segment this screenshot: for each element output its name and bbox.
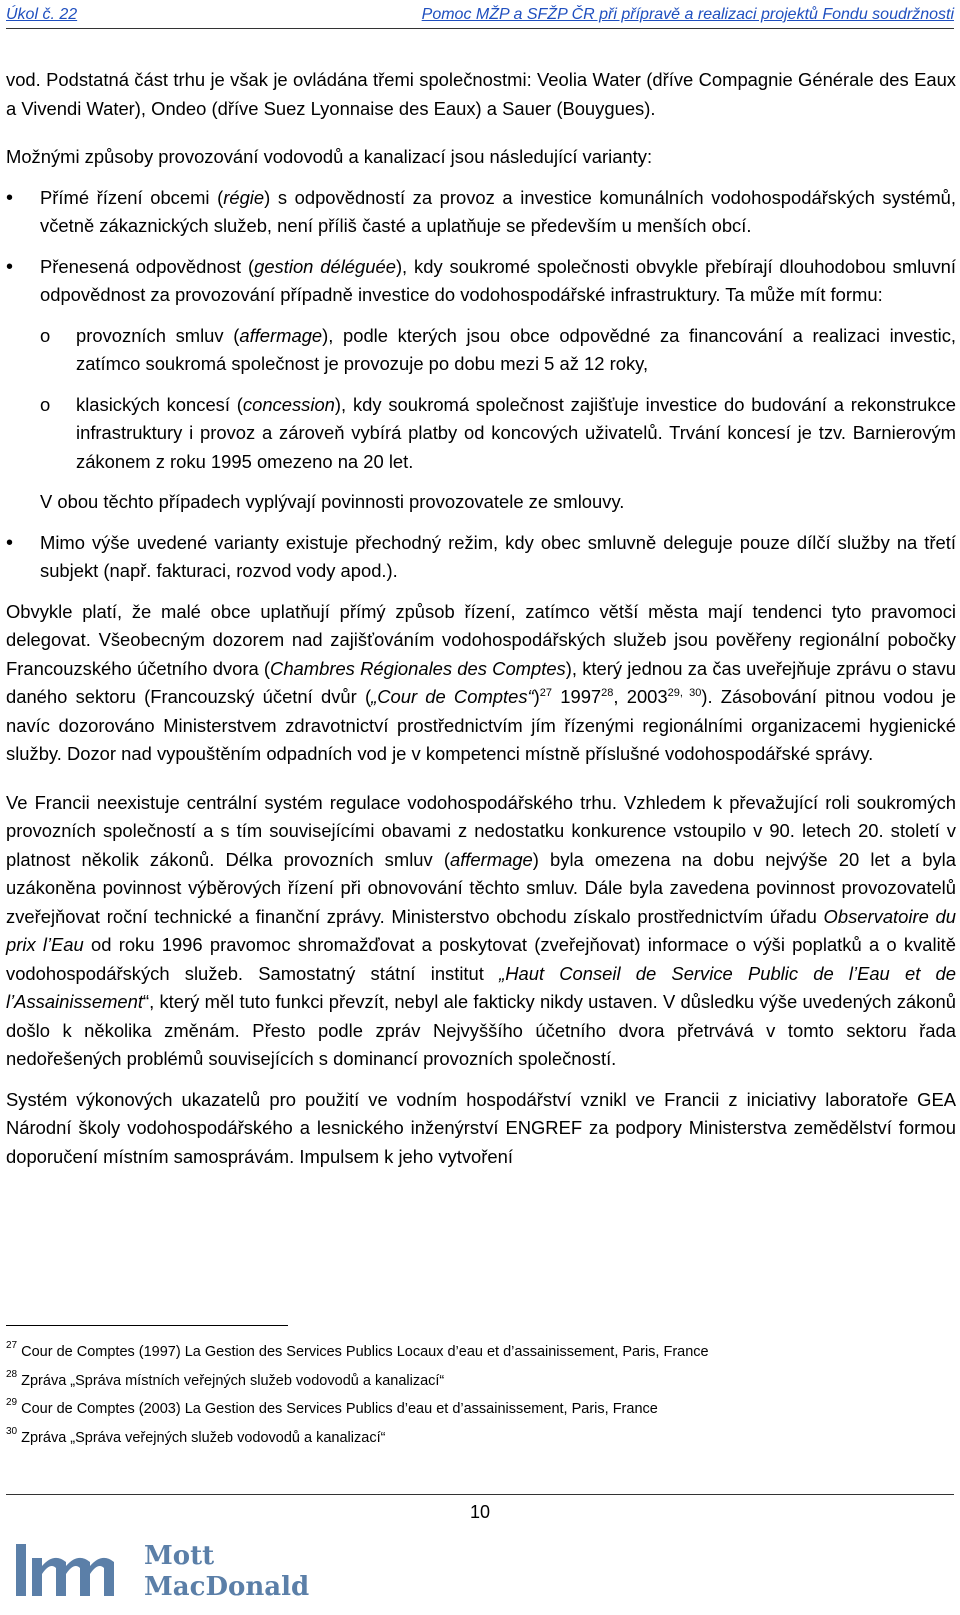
mott-macdonald-logo xyxy=(14,1532,314,1602)
paragraph-performance-indicators: Systém výkonových ukazatelů pro použití ve vodním hospodářství vznikl ve Francii z iniciativy laboratoře GEA Národní školy vodohospodářského a lesnického inženýrství ENGREF za podpory Ministerstva zemědělství formou doporučení místním samosprávám. Impulsem k jeho vytvoření xyxy=(6,1088,956,1167)
paragraph-market: vod. Podstatná část trhu je však je ovládána třemi společnostmi: Veolia Water (dříve Compagnie Générale des Eaux a Vivendi Water), Ondeo (dříve Suez Lyonnaise des Eaux) a Sauer (Bouygues). xyxy=(6,69,956,119)
paragraph-oversight: Obvykle platí, že malé obce uplatňují přímý způsob řízení, zatímco větší města mají tendenci tyto pravomoci delegovat. Všeobecným dozorem nad zajišťováním vodohospodářských služeb jsou pověřeny regionální pobočky Francouzského účetního dvora (Chambres Régionales des Comptes), který jednou za čas uveřejňuje zprávu o stavu daného sektoru (Francouzský účetní dvůr („Cour de Comptes“)$^{27}$ 1997$^{28}$, 2003$^{29, 30}$). Zásobování pitnou vodou je navíc dozorováno Ministerstvem zdravotnictví prostřednictvím jím řízenými regionálními organizacemi hygienické služby. Dozor nad vypouštěním odpadních vod je v kompetenci místně příslušné vodohospodářské správy. xyxy=(6,600,957,764)
paragraph-regulation: Ve Francii neexistuje centrální systém regulace vodohospodářského trhu. Vzhledem k převažující roli soukromých provozních společností a s tím souvisejícími obavami z nedostatku konkurence vstoupilo v 90. letech 20. století v platnost několik zákonů. Délka provozních smluv (affermage) byla omezena na dobu nejvýše 20 let a byla uzákoněna povinnost výběrových řízení při obnovování těchto smluv. Dále byla zavedena povinnost provozovatelů zveřejňovat roční technické a finanční zprávy. Ministerstvo obchodu získalo prostřednictvím úřadu Observatoire du prix l’Eau od roku 1996 pravomoc shromažďovat a poskytovat (zveřejňovat) informace o výši poplatků a o kvalitě vodohospodářských služeb. Samostatný státní institut „Haut Conseil de Service Public de l’Eau et de l’Assainissement“, který měl tuto funkci převzít, nebyl ale fakticky nikdy ustaven. V důsledku výše uvedených zákonů došlo k několika změnám. Přesto podle zpráv Nejvyššího účetního dvora přetrvává v tomto sektoru řada nedořešených problémů souvisejících s dominancí provozních společností. xyxy=(6,791,957,1069)
page-header xyxy=(6,6,954,29)
footnote-ref: 28 xyxy=(601,686,614,699)
header-project-title: Pomoc MŽP a SFŽP ČR při přípravě a realizaci projektů Fondu soudržnosti xyxy=(421,6,954,23)
list-item-affermage: o provozních smluv (affermage), podle kterých jsou obce odpovědné za financování a realizaci investic, zatímco soukromá společnost je provozuje po dobu mezi 5 až 12 roky, xyxy=(40,322,956,379)
variants-list xyxy=(6,184,956,586)
header-task-label: Úkol č. 22 xyxy=(6,6,78,23)
footnote-ref: 29, 30 xyxy=(667,686,702,699)
footnote-30: $^{30}$ Zpráva „Správa veřejných služeb vodovodů a kanalizací“ xyxy=(6,1425,386,1446)
footnotes xyxy=(6,1338,946,1452)
footnote-ref: 27 xyxy=(539,686,553,699)
footnote-28: $^{28}$ Zpráva „Správa místních veřejných služeb vodovodů a kanalizací“ xyxy=(6,1368,445,1389)
document-body xyxy=(6,66,956,1171)
page-number: 10 xyxy=(469,1502,491,1522)
logo-mark xyxy=(16,1544,114,1596)
list-item-transitional-regime: • Mimo výše uvedené varianty existuje přechodný režim, kdy obec smluvně deleguje pouze dílčí služby na třetí subjekt (např. fakturaci, rozvod vody apod.). xyxy=(6,529,956,586)
paragraph-variants-intro: Možnými způsoby provozování vodovodů a kanalizací jsou následující varianty: xyxy=(6,146,653,167)
footnote-29: $^{29}$ Cour de Comptes (2003) La Gestion des Services Publics d’eau et d’assainissement, Paris, France xyxy=(6,1397,658,1417)
list-item-direct-management: • Přímé řízení obcemi (régie) s odpovědností za provoz a investice komunálních vodohospodářských systémů, včetně zákaznických služeb, není příliš časté a uplatňuje se především u menších obcí. xyxy=(6,184,956,241)
list-item-delegated-responsibility: • Přenesená odpovědnost (gestion déléguée), kdy soukromé společnosti obvykle přebírají dlouhodobou smluvní odpovědnost za provozování případně investice do vodohospodářské infrastruktury. Ta může mít formu: o provozních smluv (affermage), podle kterých jsou obce odpovědné za financování a realizaci investic, zatímco soukromá společnost je provozuje po dobu mezi 5 až 12 roky, o klasických koncesí (concession), kdy soukromá společnost zajišťuje investice do budování a rekonstrukce infrastruktury i provoz a zároveň vybírá platby od koncových uživatelů. Trvání koncesí je tzv. Barnierovým zákonem z roku 1995 omezeno na 20 let. V obou těchto případech vyplývají povinnosti provozovatele ze smlouvy. xyxy=(6,253,956,517)
logo-text-line1: Mott xyxy=(144,1541,215,1571)
footnote-27: $^{27}$ Cour de Comptes (1997) La Gestion des Services Publics Locaux d’eau et d’assainissement, Paris, France xyxy=(6,1340,709,1360)
delegation-note: V obou těchto případech vyplývají povinnosti provozovatele ze smlouvy. xyxy=(40,491,625,512)
footer-separator xyxy=(6,1494,954,1495)
footnote-separator xyxy=(6,1325,288,1326)
delegation-forms-list xyxy=(40,322,956,477)
list-item-concession: o klasických koncesí (concession), kdy soukromá společnost zajišťuje investice do budování a rekonstrukce infrastruktury i provoz a zároveň vybírá platby od koncových uživatelů. Trvání koncesí je tzv. Barnierovým zákonem z roku 1995 omezeno na 20 let. xyxy=(40,391,956,477)
logo-text-line2: MacDonald xyxy=(144,1572,310,1602)
